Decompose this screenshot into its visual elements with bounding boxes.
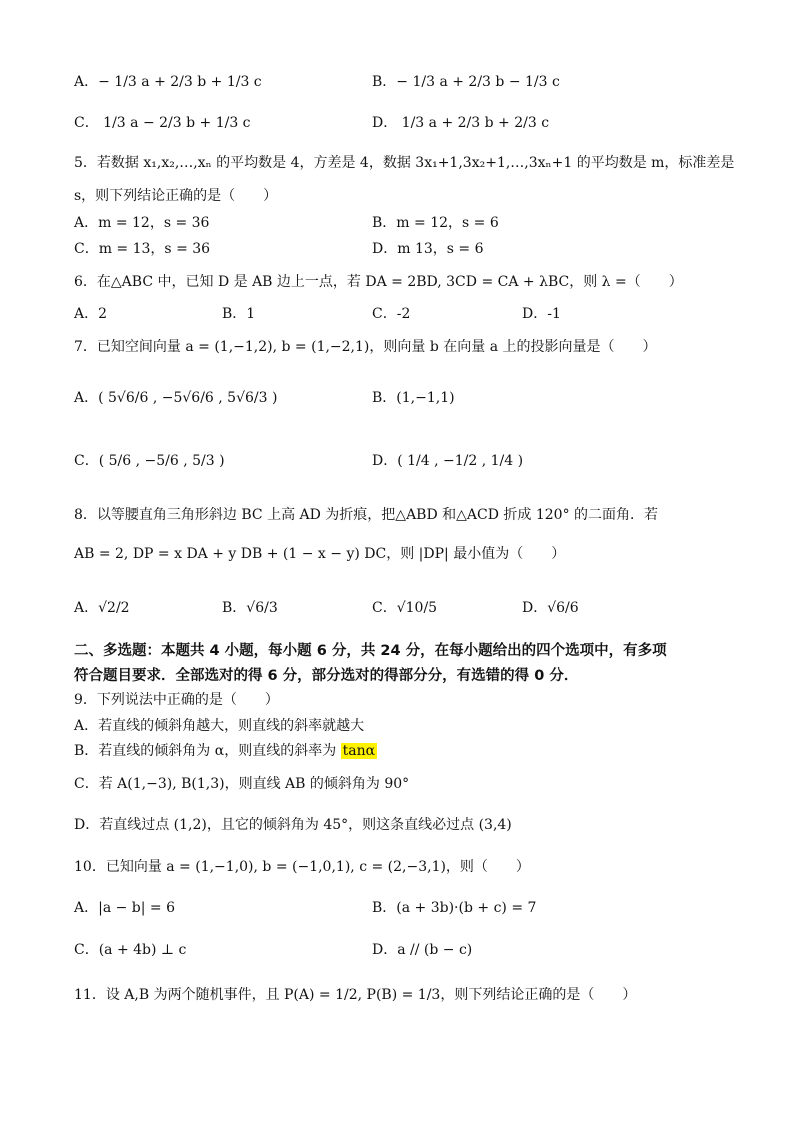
q9-option-c: C．若 A(1,−3), B(1,3)，则直线 AB 的倾斜角为 90° [74,776,410,792]
q11-stem: 11．设 A,B 为两个随机事件，且 P(A) = 1/2, P(B) = 1/3，则下列结论正确的是（ ） [74,987,637,1003]
highlighted-tan-alpha: tanα [342,743,376,759]
q8-stem-line1: 8．以等腰直角三角形斜边 BC 上高 AD 为折痕，把△ABD 和△ACD 折成 120° 的二面角．若 [74,507,659,523]
q10-option-c: C．(a + 4b) ⊥ c [74,942,187,958]
q10-option-b: B．(a + 3b)·(b + c) = 7 [372,900,537,916]
q6-option-d: D．-1 [522,306,561,322]
q5-option-b: B．m = 12，s = 6 [372,215,499,231]
section-heading-line1: 二、多选题：本题共 4 小题，每小题 6 分，共 24 分，在每小题给出的四个选项中，有多项 [74,643,667,659]
q5-stem-line2: s，则下列结论正确的是（ ） [74,188,278,204]
q8-stem-line2: AB = 2, DP = x DA + y DB + (1 − x − y) DC，则 |DP| 最小值为（ ） [74,546,566,562]
q7-option-c: C．( 5/6 , −5/6 , 5/3 ) [74,453,225,469]
q5-option-c: C．m = 13，s = 36 [74,241,211,257]
q5-stem-line1: 5．若数据 x₁,x₂,…,xₙ 的平均数是 4，方差是 4，数据 3x₁+1,3x₂+1,…,3xₙ+1 的平均数是 m，标准差是 [74,155,735,171]
q7-option-a: A．( 5√6/6 , −5√6/6 , 5√6/3 ) [74,390,278,406]
q7-option-d: D．( 1/4 , −1/2 , 1/4 ) [372,453,524,469]
q6-option-b: B．1 [222,306,256,322]
q9-option-b [74,741,377,761]
q6-option-a: A．2 [74,306,108,322]
q9-option-b-text: B．若直线的倾斜角为 α，则直线的斜率为 [74,743,337,759]
q4-option-a: A．− 1/3 a + 2/3 b + 1/3 c [74,74,262,90]
q5-option-a: A．m = 12，s = 36 [74,215,210,231]
q8-option-b: B．√6/3 [222,600,278,616]
q6-option-c: C．-2 [372,306,411,322]
q8-option-a: A．√2/2 [74,600,130,616]
q4-option-c: C． 1/3 a − 2/3 b + 1/3 c [74,115,251,131]
q10-option-a: A．|a − b| = 6 [74,900,176,916]
q9-option-d: D．若直线过点 (1,2)，且它的倾斜角为 45°，则这条直线必过点 (3,4) [74,817,512,833]
q9-stem: 9．下列说法中正确的是（ ） [74,692,279,708]
q6-stem: 6．在△ABC 中，已知 D 是 AB 边上一点，若 DA = 2BD, 3CD = CA + λBC，则 λ =（ ） [74,274,683,290]
q7-stem: 7．已知空间向量 a = (1,−1,2), b = (1,−2,1)，则向量 b 在向量 a 上的投影向量是（ ） [74,339,657,355]
q8-option-d: D．√6/6 [522,600,579,616]
q4-option-d: D． 1/3 a + 2/3 b + 2/3 c [372,115,550,131]
q4-option-b: B．− 1/3 a + 2/3 b − 1/3 c [372,74,560,90]
q7-option-b: B．(1,−1,1) [372,390,455,406]
q10-stem: 10．已知向量 a = (1,−1,0), b = (−1,0,1), c = (2,−3,1)，则（ ） [74,859,530,875]
q10-option-d: D．a // (b − c) [372,942,473,958]
q9-option-a: A．若直线的倾斜角越大，则直线的斜率就越大 [74,718,365,734]
q8-option-c: C．√10/5 [372,600,438,616]
q5-option-d: D．m 13，s = 6 [372,241,484,257]
section-heading-line2: 符合题目要求．全部选对的得 6 分，部分选对的得部分分，有选错的得 0 分． [74,668,579,684]
